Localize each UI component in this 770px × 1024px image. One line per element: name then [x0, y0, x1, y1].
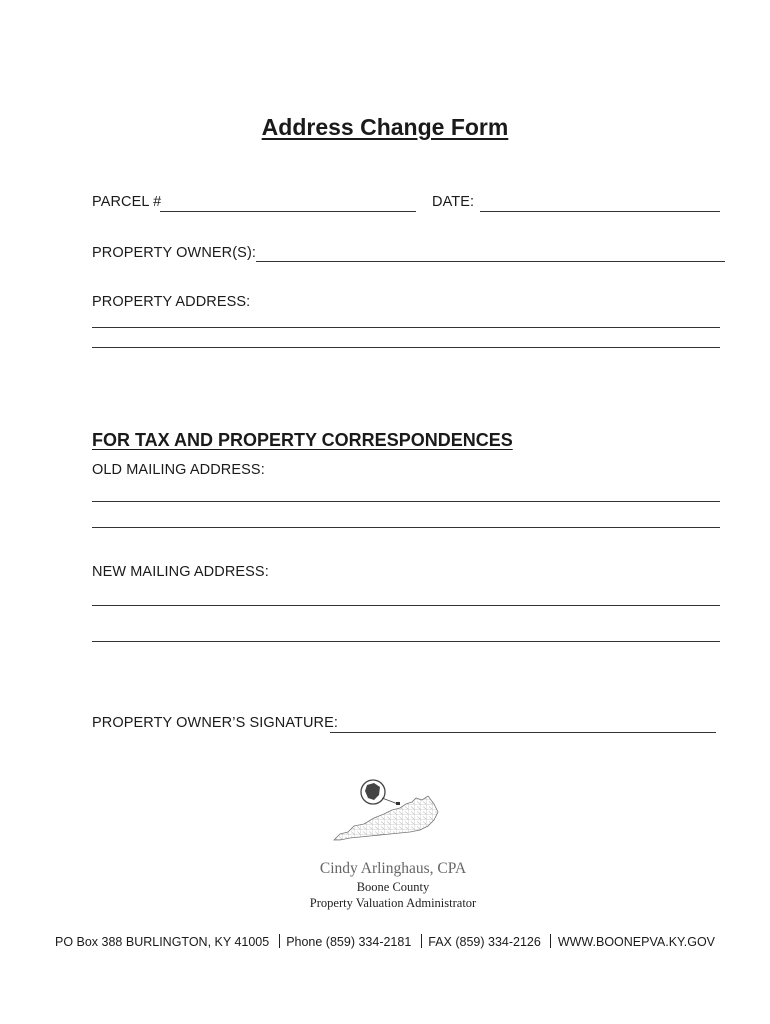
old-address-line-2[interactable] [92, 527, 720, 528]
property-address-label: PROPERTY ADDRESS: [92, 294, 251, 310]
administrator-name: Cindy Arlinghaus, CPA [319, 860, 467, 877]
footer-website: WWW.BOONEPVA.KY.GOV [557, 935, 716, 949]
owner-field[interactable] [256, 261, 725, 262]
date-label: DATE: [432, 194, 475, 210]
separator [421, 934, 422, 948]
parcel-label: PARCEL # [92, 194, 162, 210]
old-address-label: OLD MAILING ADDRESS: [92, 462, 265, 478]
separator [279, 934, 280, 948]
separator [550, 934, 551, 948]
owner-label: PROPERTY OWNER(S): [92, 245, 257, 261]
new-address-label: NEW MAILING ADDRESS: [92, 564, 269, 580]
new-address-line-1[interactable] [92, 605, 720, 606]
footer-phone: Phone (859) 334-2181 [286, 935, 412, 949]
new-address-line-2[interactable] [92, 641, 720, 642]
footer-fax: FAX (859) 334-2126 [428, 935, 541, 949]
signature-label: PROPERTY OWNER’S SIGNATURE: [92, 715, 339, 731]
footer-address: PO Box 388 BURLINGTON, KY 41005 [54, 935, 270, 949]
parcel-field[interactable] [160, 211, 416, 212]
signature-field[interactable] [330, 732, 716, 733]
office-title: Property Valuation Administrator [309, 896, 477, 910]
property-address-line-2[interactable] [92, 347, 720, 348]
county-name: Boone County [356, 880, 430, 894]
form-title: Address Change Form [261, 114, 509, 140]
date-field[interactable] [480, 211, 720, 212]
section-heading: FOR TAX AND PROPERTY CORRESPONDENCES [92, 430, 513, 450]
footer-contact [0, 934, 770, 949]
old-address-line-1[interactable] [92, 501, 720, 502]
kentucky-county-map-icon [330, 774, 442, 846]
property-address-line-1[interactable] [92, 327, 720, 328]
